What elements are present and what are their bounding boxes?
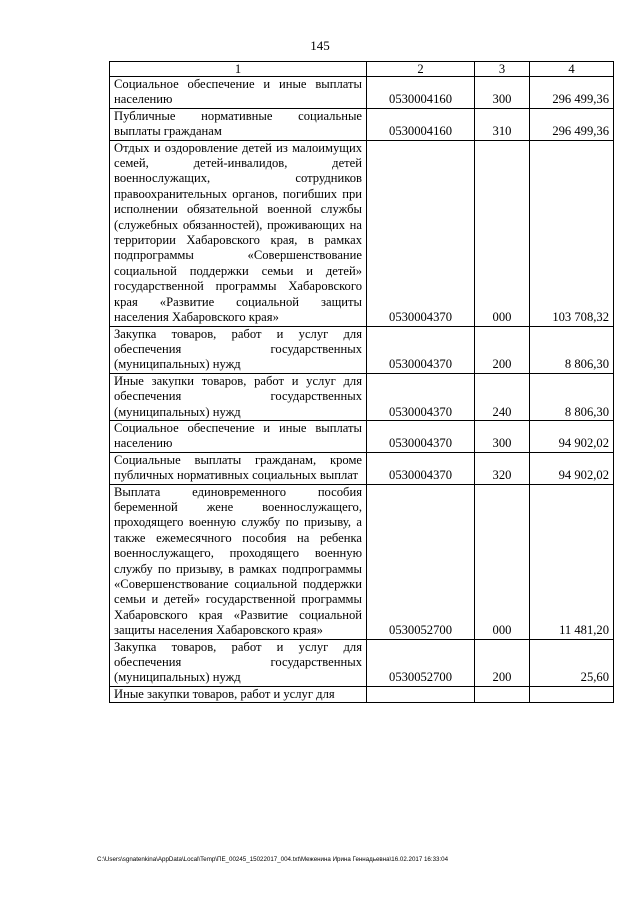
table-header-row	[110, 62, 614, 77]
row-type-cell: 000	[475, 140, 530, 326]
row-code-cell: 0530004160	[367, 108, 475, 140]
row-code-cell: 0530052700	[367, 484, 475, 639]
row-amount-cell: 8 806,30	[530, 326, 614, 373]
row-type-cell: 200	[475, 326, 530, 373]
header-col-2: 2	[367, 62, 475, 77]
row-name-cell: Иные закупки товаров, работ и услуг для	[110, 686, 367, 702]
row-name-cell: Социальное обеспечение и иные выплаты населению	[110, 77, 367, 109]
row-type-cell: 300	[475, 420, 530, 452]
row-name-cell: Закупка товаров, работ и услуг для обеспечения государственных (муниципальных) нужд	[110, 639, 367, 686]
row-name-cell: Публичные нормативные социальные выплаты гражданам	[110, 108, 367, 140]
row-code-cell: 0530004370	[367, 452, 475, 484]
row-amount-cell: 25,60	[530, 639, 614, 686]
row-code-cell: 0530004370	[367, 373, 475, 420]
row-type-cell: 200	[475, 639, 530, 686]
row-amount-cell: 94 902,02	[530, 420, 614, 452]
row-amount-cell: 11 481,20	[530, 484, 614, 639]
row-name-cell: Иные закупки товаров, работ и услуг для обеспечения государственных (муниципальных) нужд	[110, 373, 367, 420]
row-code-cell: 0530052700	[367, 639, 475, 686]
row-code-cell: 0530004370	[367, 420, 475, 452]
table-row	[110, 686, 614, 702]
row-type-cell: 300	[475, 77, 530, 109]
row-code-cell: 0530004370	[367, 326, 475, 373]
row-name-cell: Социальное обеспечение и иные выплаты населению	[110, 420, 367, 452]
row-name-cell: Отдых и оздоровление детей из малоимущих семей, детей-инвалидов, детей военнослужащих, сотрудников правоохранительных органов, погибших при исполнении обязательной военной службы (служебных обязанностей), проживающих на территории Хабаровского края, в рамках подпрограммы «Совершенствование социальной поддержки семьи и детей» государственной программы Хабаровского края «Развитие социальной защиты населения Хабаровского края»	[110, 140, 367, 326]
table-row	[110, 326, 614, 373]
budget-table	[109, 61, 614, 703]
row-amount-cell: 94 902,02	[530, 452, 614, 484]
table-row	[110, 452, 614, 484]
file-path-footer: C:\Users\sgnatenkina\AppData\Local\Temp\ПЕ_00245_15022017_004.txt\Меженина Ирина Геннадьевна\16.02.2017 16:33:04	[97, 856, 449, 863]
row-code-cell: 0530004160	[367, 77, 475, 109]
row-type-cell: 310	[475, 108, 530, 140]
header-col-1: 1	[110, 62, 367, 77]
table-row	[110, 639, 614, 686]
row-amount-cell: 296 499,36	[530, 77, 614, 109]
table-row	[110, 373, 614, 420]
row-amount-cell: 296 499,36	[530, 108, 614, 140]
table-row	[110, 77, 614, 109]
page-number: 145	[310, 38, 330, 53]
table-row	[110, 420, 614, 452]
row-code-cell: 0530004370	[367, 140, 475, 326]
row-type-cell: 000	[475, 484, 530, 639]
table-row	[110, 484, 614, 639]
row-amount-cell: 103 708,32	[530, 140, 614, 326]
header-col-3: 3	[475, 62, 530, 77]
row-name-cell: Социальные выплаты гражданам, кроме публичных нормативных социальных выплат	[110, 452, 367, 484]
table-row	[110, 140, 614, 326]
header-col-4: 4	[530, 62, 614, 77]
row-amount-cell	[530, 686, 614, 702]
row-code-cell	[367, 686, 475, 702]
row-name-cell: Закупка товаров, работ и услуг для обеспечения государственных (муниципальных) нужд	[110, 326, 367, 373]
row-type-cell	[475, 686, 530, 702]
table-row	[110, 108, 614, 140]
row-amount-cell: 8 806,30	[530, 373, 614, 420]
row-name-cell: Выплата единовременного пособия беременной жене военнослужащего, проходящего военную службу по призыву, а также ежемесячного пособия на ребенка военнослужащего, проходящего военную службу по призыву, в рамках подпрограммы «Совершенствование социальной поддержки семьи и детей» государственной программы Хабаровского края «Развитие социальной защиты населения Хабаровского края»	[110, 484, 367, 639]
row-type-cell: 240	[475, 373, 530, 420]
row-type-cell: 320	[475, 452, 530, 484]
